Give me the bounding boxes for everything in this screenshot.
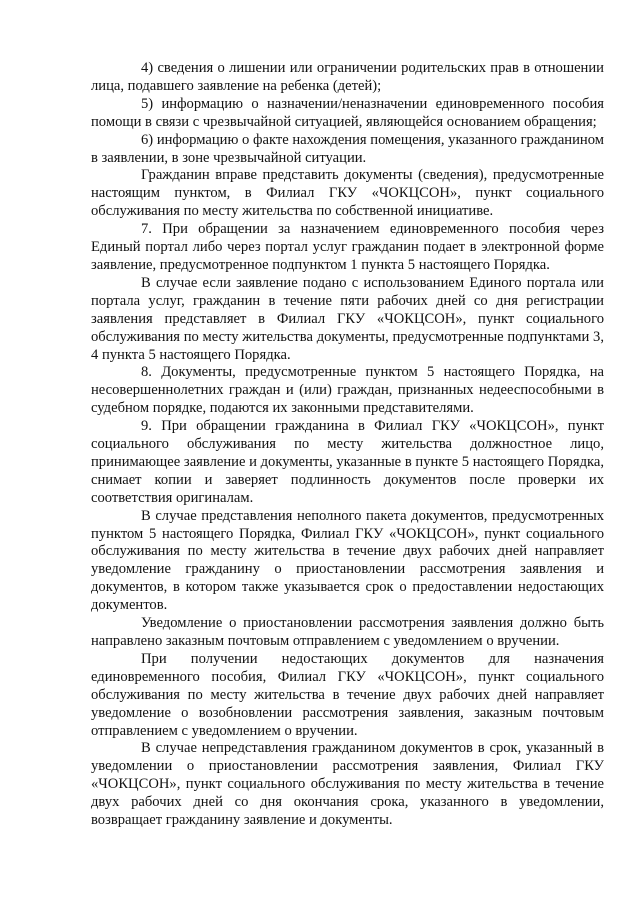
paragraph-suspension-notice: Уведомление о приостановлении рассмотрения заявления должно быть направлено заказным почтовым отправлением с уведомлением о вручении. bbox=[91, 615, 604, 649]
paragraph-item-4-parental-rights: 4) сведения о лишении или ограничении родительских прав в отношении лица, подавшего заявление на ребенка (детей); bbox=[91, 60, 604, 94]
paragraph-clause-8: 8. Документы, предусмотренные пунктом 5 настоящего Порядка, на несовершеннолетних граждан и (или) граждан, признанных недееспособными в судебном порядке, подаются их законными представителями. bbox=[91, 364, 604, 417]
paragraph-incomplete-package: В случае представления неполного пакета документов, предусмотренных пунктом 5 настоящего Порядка, Филиал ГКУ «ЧОКЦСОН», пункт социального обслуживания по месту жительства в течение двух рабочих дней направляет уведомление гражданину о приостановлении рассмотрения заявления и документов, в котором также указывается срок о предоставлении недостающих документов. bbox=[91, 507, 604, 614]
paragraph-clause-9: 9. При обращении гражданина в Филиал ГКУ «ЧОКЦСОН», пункт социального обслуживания по месту жительства должностное лицо, принимающее заявление и документы, указанные в пункте 5 настоящего Порядка, снимает копии и заверяет подлинность документов после проверки их соответствия оригиналам. bbox=[91, 418, 604, 506]
document-page bbox=[91, 60, 604, 830]
paragraph-item-5-allowance-info: 5) информацию о назначении/неназначении единовременного пособия помощи в связи с чрезвычайной ситуацией, являющейся основанием обращения; bbox=[91, 95, 604, 130]
paragraph-resumption-notice: При получении недостающих документов для назначения единовременного пособия, Филиал ГКУ «ЧОКЦСОН», пункт социального обслуживания по месту жительства в течение двух рабочих дней направляет уведомление о возобновлении рассмотрения заявления, заказным почтовым отправлением с уведомлением о вручении. bbox=[91, 650, 604, 739]
paragraph-portal-submission: В случае если заявление подано с использованием Единого портала или портала услуг, гражданин в течение пяти рабочих дней со дня регистрации заявления представляет в Филиал ГКУ «ЧОКЦСОН», пункт социального обслуживания по месту жительства документы, предусмотренные подпунктами 3, 4 пункта 5 настоящего Порядка. bbox=[91, 274, 604, 363]
paragraph-return-documents: В случае непредставления гражданином документов в срок, указанный в уведомлении о приостановлении рассмотрения заявления, Филиал ГКУ «ЧОКЦСОН», пункт социального обслуживания по месту жительства в течение двух рабочих дней со дня окончания срока, указанного в уведомлении, возвращает гражданину заявление и документы. bbox=[91, 740, 604, 829]
paragraph-own-initiative: Гражданин вправе представить документы (сведения), предусмотренные настоящим пунктом, в Филиал ГКУ «ЧОКЦСОН», пункт социального обслуживания по месту жительства по собственной инициативе. bbox=[91, 167, 604, 220]
paragraph-clause-7: 7. При обращении за назначением единовременного пособия через Единый портал либо через портал услуг гражданин подает в электронной форме заявление, предусмотренное подпунктом 1 пункта 5 настоящего Порядка. bbox=[91, 221, 604, 273]
paragraph-item-6-emergency-zone: 6) информацию о факте нахождения помещения, указанного гражданином в заявлении, в зоне чрезвычайной ситуации. bbox=[91, 131, 604, 166]
